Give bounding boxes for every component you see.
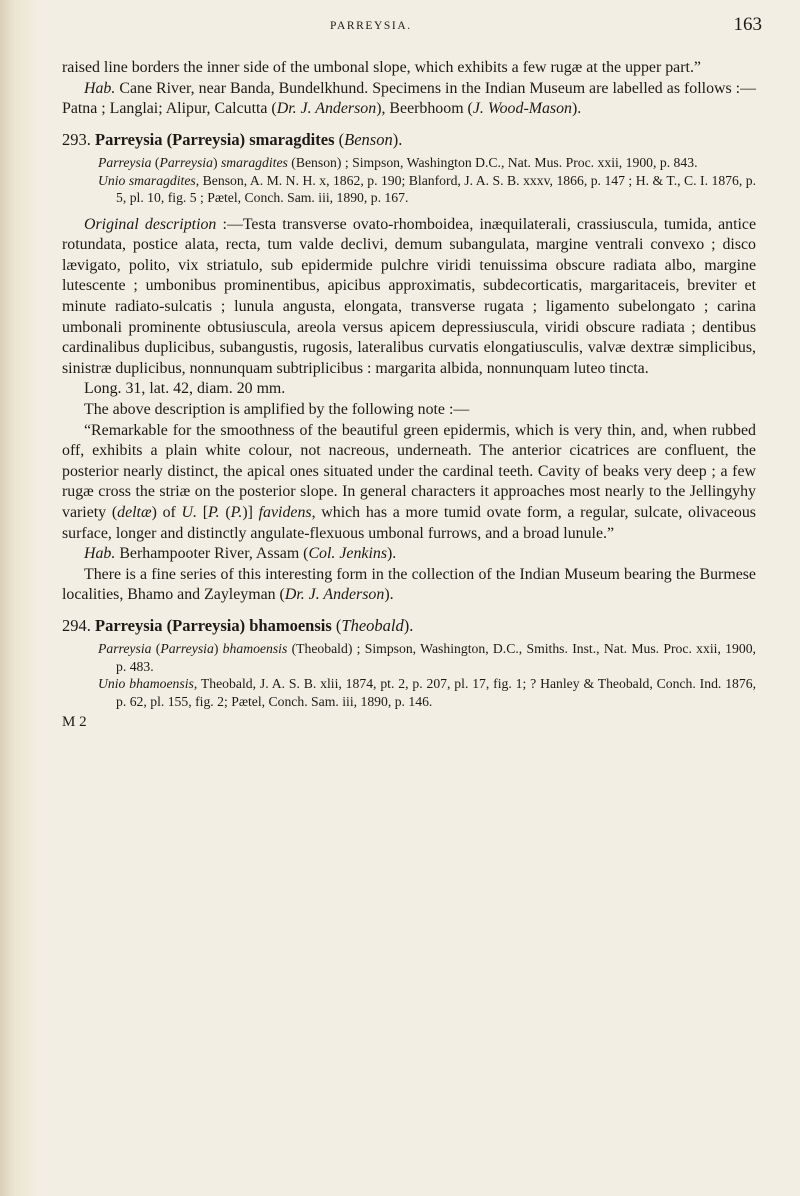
synonymy-reference: Parreysia (Parreysia) smaragdites (Benson) ; Simpson, Washington D.C., Nat. Mus. Proc. xxii, 1900, p. 843.: [98, 155, 698, 171]
synonymy-reference: Unio bhamoensis, Theobald, J. A. S. B. xlii, 1874, pt. 2, p. 207, pl. 17, fig. 1; ? Hanley & Theobald, Conch. Ind. 1876, p. 62, pl. 155, fig. 2; Pætel, Conch. Sam. iii, 1890, p. 146.: [98, 676, 756, 709]
habitat-paragraph: Hab. Cane River, near Banda, Bundelkhund. Specimens in the Indian Museum are labelled as follows :—Patna ; Langlai; Alipur, Calcutta (Dr. J. Anderson), Beerbhoom (J. Wood-Mason).: [62, 79, 756, 118]
species-heading-293: 293. Parreysia (Parreysia) smaragdites (Benson).: [62, 129, 403, 149]
original-description: Original description :—Testa transverse ovato-rhomboidea, inæquilaterali, crassiuscula, tumida, antice rotundata, postice alata, recta, tum valde declivi, demum subangulata, margine ventrali convexo ; disco lævigato, polito, vix striatulo, sub epidermide pulchre viridi tenuissima obscure radiata albo, margine lutescente ; umbonibus prominentibus, apicibus approximatis, subdecorticatis, margaritaceis, breviter et minute radiato-sulcatis ; lunula angusta, elongata, transverse rugata ; ligamento subelongato ; carina umbonali prominente obtusiuscula, areola versus apicem depressiuscula, viridi obscure radiata ; dentibus cardinalibus duplicibus, subangustis, rugosis, lateralibus curvatis elongatiusculis, valvæ dextræ simplicibus, sinistræ duplicibus, nonnunquam subtriplicibus : margarita albida, nonnunquam luteo tincta.: [62, 215, 757, 377]
page-number: 163: [733, 14, 762, 35]
synonymy-reference: Unio smaragdites, Benson, A. M. N. H. x, 1862, p. 190; Blanford, J. A. S. B. xxxv, 1866, p. 147 ; H. & T., C. I. 1876, p. 5, pl. 10, fig. 5 ; Pætel, Conch. Sam. iii, 1890, p. 167.: [98, 172, 756, 206]
species-heading-294: 294. Parreysia (Parreysia) bhamoensis (Theobald).: [62, 615, 414, 635]
signature-mark: M 2: [62, 714, 87, 731]
synonymy-reference: Parreysia (Parreysia) bhamoensis (Theobald) ; Simpson, Washington, D.C., Smiths. Inst., Nat. Mus. Proc. xxii, 1900, p. 483.: [98, 641, 756, 674]
collection-note: There is a fine series of this interesting form in the collection of the Indian Museum bearing the Burmese localities, Bhamo and Zayleyman (Dr. J. Anderson).: [62, 565, 756, 604]
body-text: [62, 58, 756, 733]
quoted-note: “Remarkable for the smoothness of the beautiful green epidermis, which is very thin, and, when rubbed off, exhibits a plain white colour, not nacreous, underneath. The anterior cicatrices are confluent, the posterior nearly distinct, the apical ones situated under the cardinal teeth. Cavity of beaks very deep ; a few rugæ cross the striæ on the posterior slope. In general characters it approaches most nearly to the Jellingyhy variety (deltæ) of U. [P. (P.)] favidens, which has a more tumid ovate form, a regular, sulcate, olivaceous surface, longer and distinctly angulate-flexuous umbonal furrows, and a broad lunule.”: [62, 421, 756, 542]
page-header: [0, 10, 800, 50]
dimensions: Long. 31, lat. 42, diam. 20 mm.: [84, 380, 286, 398]
running-head: PARREYSIA.: [330, 20, 412, 32]
continued-paragraph: raised line borders the inner side of the umbonal slope, which exhibits a few rugæ at the upper part.”: [62, 59, 701, 76]
habitat-paragraph: Hab. Berhampooter River, Assam (Col. Jenkins).: [84, 545, 397, 563]
note-intro: The above description is amplified by the following note :—: [84, 400, 470, 418]
